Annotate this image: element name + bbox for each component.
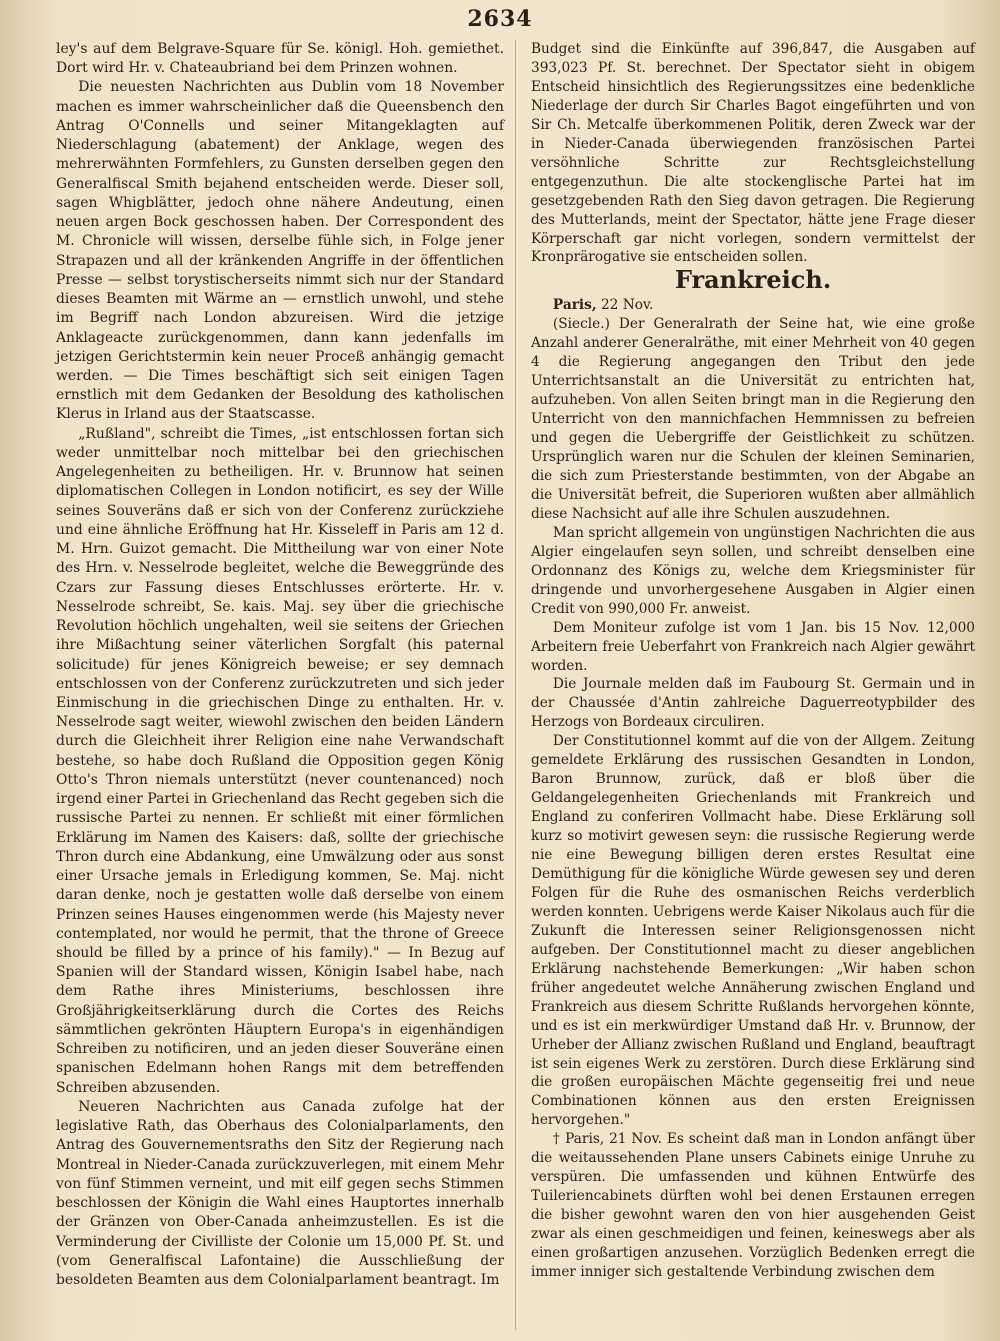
page-number: 2634 — [467, 6, 533, 32]
dateline — [531, 296, 975, 315]
article-paragraph: Die neuesten Nachrichten aus Dublin vom 18 November machen es immer wahrscheinlicher daß die Queensbench den Antrag O'Connells und seiner Mitangeklagten auf Niederschlagung (abatement) der Anklage, wegen des mehrerwähnten Formfehlers, zu Gunsten derselben gegen den Generalfiscal Smith bejahend entscheiden werde. Dieser soll, sagen Whigblätter, jedoch ohne nähere Andeutung, einen neuen argen Bock geschossen haben. Der Correspondent des M. Chronicle will wissen, derselbe fühle sich, in Folge jener Strapazen und all der kränkenden Angriffe in der öffentlichen Presse — selbst torystischerseits nimmt sich nur der Standard dieses Beamten mit Wärme an — ernstlich unwohl, und stehe im Begriff nach London abzureisen. Wird die jetzige Anklageacte zurückgenommen, dann kann jedenfalls im jetzigen Gerichtstermin kein neuer Proceß anhängig gemacht werden. — Die Times beschäftigt sich seit einigen Tagen ernstlich mit dem Gedanken der Besoldung des katholischen Klerus in Irland aus der Staatscasse. — [56, 79, 504, 423]
article-paragraph: Der Constitutionnel kommt auf die von der Allgem. Zeitung gemeldete Erklärung des russischen Gesandten in London, Baron Brunnow, zurück, daß er bloß über die Geldangelegenheiten Griechenlands mit Frankreich und England zu conferiren Vollmacht habe. Diese Erklärung soll kurz so motivirt gewesen seyn: die russische Regierung werde nie eine Bewegung billigen deren erstes Resultat eine Demüthigung für die königliche Würde gewesen sey und deren Folgen für die Ruhe des osmanischen Reichs verderblich werden konnten. Uebrigens werde Kaiser Nikolaus auch für die Zukunft die Interessen seiner Religionsgenossen nicht aufgeben. Der Constitutionnel macht zu dieser angeblichen Erklärung nachstehende Bemerkungen: „Wir haben schon früher angedeutet welche Annäherung zwischen England und Frankreich aus diesem Schritte Rußlands hervorgehen könnte, und es ist ein merkwürdiger Umstand daß Hr. v. Brunnow, der Urheber der Allianz zwischen Rußland und England, beauftragt ist sein eigenes Werk zu zerstören. Durch diese Erklärung sind die großen europäischen Mächte gegenseitig frei und neue Combinationen können aus den ersten Ereignissen hervorgehen." — [531, 733, 975, 1129]
article-paragraph: Dem Moniteur zufolge ist vom 1 Jan. bis 15 Nov. 12,000 Arbeitern freie Ueberfahrt von Frankreich nach Algier gewährt worden. — [531, 619, 975, 674]
section-heading: Frankreich. — [674, 265, 832, 295]
article-paragraph: Man spricht allgemein von ungünstigen Nachrichten die aus Algier eingelaufen seyn sollen, und schreibt denselben eine Ordonnanz des Königs zu, welche dem Kriegsminister für dringende und unvorhergesehene Ausgaben in Algier einen Credit von 990,000 Fr. anweist. — [531, 524, 975, 617]
article-paragraph: Budget sind die Einkünfte auf 396,847, die Ausgaben auf 393,023 Pf. St. berechnet. Der Spectator sieht in obigem Entscheid hinsichtlich des Regierungssitzes eine bedenkliche Niederlage der durch Sir Charles Bagot eingeführten und von Sir Ch. Metcalfe überkommenen Politik, deren Zweck war der in Nieder-Canada überwiegenden französischen Partei versöhnliche Schritte zur Rechtsgleichstellung entgegenzuthun. Die alte stockenglische Partei hat im gesetzgebenden Rath den Sieg davon getragen. Die Regierung des Mutterlands, meint der Spectator, hätte jene Frage dieser Körperschaft gar nicht vorlegen, sondern vermittelst der Kronprärogative sie entscheiden sollen. — [531, 41, 975, 266]
left-column — [56, 40, 504, 1290]
dateline-place: Paris, — [552, 297, 597, 314]
column-divider — [515, 40, 516, 1330]
right-column — [531, 40, 975, 1282]
article-paragraph: ley's auf dem Belgrave-Square für Se. königl. Hoh. gemiethet. Dort wird Hr. v. Chateaubriand bei dem Prinzen wohnen. — [56, 41, 504, 77]
article-paragraph: † Paris, 21 Nov. Es scheint daß man in London anfängt über die weitaussehenden Plane unsers Cabinets einige Unruhe zu verspüren. Die umfassenden und kühnen Entwürfe des Tuileriencabinets dürften wohl bei denen Erstaunen erregen die bisher gewohnt waren den von hier ausgehenden Geist zwar als einen geschmeidigen und feinen, keineswegs aber als einen großartigen anzusehen. Vorzüglich Bedenken erregt die immer inniger sich gestaltende Verbindung zwischen dem — [531, 1131, 975, 1280]
article-paragraph: „Rußland", schreibt die Times, „ist entschlossen fortan sich weder unmittelbar noch mittelbar bei den griechischen Angelegenheiten zu betheiligen. Hr. v. Brunnow hat seinen diplomatischen Collegen in London notificirt, es sey der Wille seines Souveräns daß er sich von der Conferenz zurückziehe und eine ähnliche Eröffnung hat Hr. Kisseleff in Paris am 12 d. M. Hrn. Guizot gemacht. Die Mittheilung war von einer Note des Hrn. v. Nesselrode begleitet, welche die Beweggründe des Czars zur Fassung dieses Entschlusses erörterte. Hr. v. Nesselrode schreibt, Se. kais. Maj. sey über die griechische Revolution höchlich ungehalten, weil sie seitens der Griechen ihre Mißachtung seiner väterlichen Sorgfalt (his paternal solicitude) für jenes Königreich beweise; er sey demnach entschlossen von der Conferenz zurückzutreten und sich jeder Einmischung in die griechischen Dinge zu enthalten. Hr. v. Nesselrode sagt weiter, wiewohl zwischen den beiden Ländern durch die Gleichheit ihrer Religion eine nahe Verwandschaft bestehe, so habe doch Rußland die Opposition gegen König Otto's Thron niemals unterstützt (never countenanced) noch irgend einer Partei in Griechenland das Recht gegeben sich die russische Partei zu nennen. Er schließt mit einer förmlichen Erklärung im Namen des Kaisers: daß, sollte der griechische Thron durch eine Abdankung, eine Umwälzung oder aus sonst einer Ursache jemals in Erledigung kommen, Se. Maj. nicht daran denke, noch je gestatten wolle daß derselbe von einem Prinzen seines Hauses eingenommen werde (his Majesty never contemplated, nor would he permit, that the throne of Greece should be filled by a prince of his family)." — In Bezug auf Spanien will der Standard wissen, Königin Isabel habe, nach dem Rathe ihres Ministeriums, beschlossen ihre Großjährigkeitserklärung durch die Cortes des Reichs sämmtlichen gekrönten Häuptern Europa's in eigenhändigen Schreiben zu notificiren, und an jeden dieser Souveräne einen spanischen Edelmann hohen Rangs mit dem betreffenden Schreiben abzusenden. — [56, 425, 504, 1096]
article-paragraph: Die Journale melden daß im Faubourg St. Germain und in der Chaussée d'Antin zahlreiche Daguerreotypbilder des Herzogs von Bordeaux circuliren. — [531, 676, 975, 731]
article-paragraph: Neueren Nachrichten aus Canada zufolge hat der legislative Rath, das Oberhaus des Colonialparlaments, den Antrag des Gouvernementsraths den Sitz der Regierung nach Montreal in Nieder-Canada zurückzuverlegen, mit einem Mehr von fünf Stimmen verneint, und mit eilf gegen sechs Stimmen beschlossen der Königin die Wahl eines Hauptortes innerhalb der Gränzen von Ober-Canada anheimzustellen. Es ist die Verminderung der Civilliste der Colonie um 15,000 Pf. St. und (vom Generalfiscal Lafontaine) die Ausschließung der besoldeten Beamten aus dem Colonialparlament beantragt. Im — [56, 1098, 504, 1288]
article-paragraph: (Siecle.) Der Generalrath der Seine hat, wie eine große Anzahl anderer Generalräthe, mit einer Mehrheit von 40 gegen 4 die Regierung angegangen den Tribut den jede Unterrichtsanstalt an die Universität zu entrichten hat, aufzuheben. Von allen Seiten bringt man in die Regierung den Unterricht von den mannichfachen Hemmnissen zu befreien und gegen die Uebergriffe der Geistlichkeit zu schützen. Ursprünglich waren nur die Schulen der kleinen Seminarien, die sich zum Priesterstande bestimmten, von der Abgabe an die Universität befreit, die Superioren wußten aber allmählich diese Nachsicht auf alle ihre Schulen auszudehnen. — [531, 316, 975, 522]
dateline-date: 22 Nov. — [600, 297, 654, 314]
